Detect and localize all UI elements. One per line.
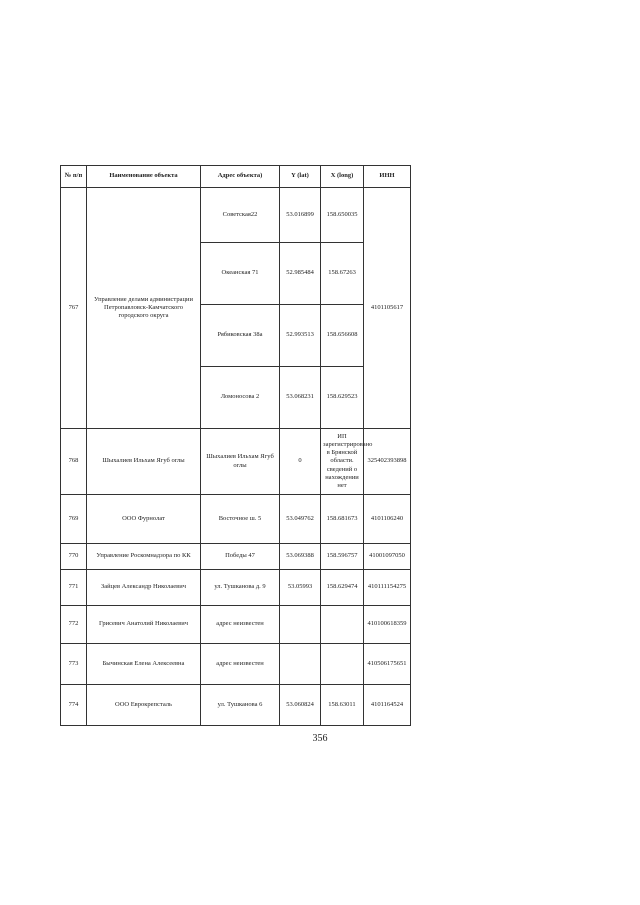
- cell-inn: 4101164524: [364, 685, 411, 726]
- table-row: [61, 495, 411, 544]
- table-row: [61, 188, 411, 243]
- cell-inn: 410506175651: [364, 644, 411, 685]
- table-row: [61, 644, 411, 685]
- cell-name: ООО Фурнолат: [87, 495, 201, 544]
- cell-num: 772: [61, 606, 87, 644]
- cell-inn: 410100618359: [364, 606, 411, 644]
- cell-num: 774: [61, 685, 87, 726]
- header-inn: ИНН: [364, 166, 411, 188]
- header-lat: Y (lat): [280, 166, 321, 188]
- cell-lon: 158.63011: [321, 685, 364, 726]
- header-lon: X (long): [321, 166, 364, 188]
- objects-table: [60, 165, 411, 726]
- cell-lat: [280, 644, 321, 685]
- cell-inn: 41001097050: [364, 544, 411, 570]
- cell-num: 770: [61, 544, 87, 570]
- cell-address: Океанская 71: [201, 243, 280, 305]
- cell-address: адрес неизвестен: [201, 606, 280, 644]
- cell-inn: 4101105617: [364, 188, 411, 429]
- table-row: [61, 570, 411, 606]
- table-row: [61, 544, 411, 570]
- cell-lat: 53.05993: [280, 570, 321, 606]
- cell-lat: [280, 606, 321, 644]
- cell-lon: ИП зарегистрировано в Брянской области. сведений о нахождении нет: [321, 429, 364, 495]
- cell-lat: 0: [280, 429, 321, 495]
- table-header-row: [61, 166, 411, 188]
- cell-num: 769: [61, 495, 87, 544]
- cell-inn: 4101106240: [364, 495, 411, 544]
- cell-lat: 52.985484: [280, 243, 321, 305]
- cell-lat: 53.069388: [280, 544, 321, 570]
- cell-lon: 158.629523: [321, 367, 364, 429]
- cell-num: 773: [61, 644, 87, 685]
- cell-address: Восточное ш. 5: [201, 495, 280, 544]
- cell-address: Советская22: [201, 188, 280, 243]
- page-number: 356: [312, 733, 328, 744]
- header-address: Адрес объекта): [201, 166, 280, 188]
- cell-address: ул. Тушканова д. 9: [201, 570, 280, 606]
- cell-lon: 158.681673: [321, 495, 364, 544]
- cell-name: Бычинская Елена Алексеевна: [87, 644, 201, 685]
- cell-lon: [321, 606, 364, 644]
- cell-lon: 158.656608: [321, 305, 364, 367]
- cell-address: Шыхалиев Ильхам Ягуб оглы: [201, 429, 280, 495]
- cell-lat: 53.068231: [280, 367, 321, 429]
- cell-address: Победы 47: [201, 544, 280, 570]
- cell-name: Управление Роскомнадзора по КК: [87, 544, 201, 570]
- table-row: [61, 429, 411, 495]
- cell-lat: 53.049762: [280, 495, 321, 544]
- cell-inn: 325402393898: [364, 429, 411, 495]
- cell-lon: 158.596757: [321, 544, 364, 570]
- cell-lon: 158.650035: [321, 188, 364, 243]
- cell-num: 767: [61, 188, 87, 429]
- header-num: № п/п: [61, 166, 87, 188]
- cell-address: Ломоносова 2: [201, 367, 280, 429]
- cell-name: Грисевич Анатолий Николаевич: [87, 606, 201, 644]
- cell-name: Управление делами администрации Петропавловск-Камчатского городского округа: [87, 188, 201, 429]
- header-name: Наименование объекта: [87, 166, 201, 188]
- cell-address: ул. Тушканова 6: [201, 685, 280, 726]
- cell-name: Шыхалиев Ильхам Ягуб оглы: [87, 429, 201, 495]
- cell-name: Зайцев Александр Николаевич: [87, 570, 201, 606]
- cell-lat: 52.993513: [280, 305, 321, 367]
- cell-lat: 53.016899: [280, 188, 321, 243]
- cell-lat: 53.060824: [280, 685, 321, 726]
- cell-num: 771: [61, 570, 87, 606]
- cell-lon: 158.67263: [321, 243, 364, 305]
- cell-address: адрес неизвестен: [201, 644, 280, 685]
- cell-lon: [321, 644, 364, 685]
- table-row: [61, 685, 411, 726]
- cell-address: Рябиковская 38а: [201, 305, 280, 367]
- table-row: [61, 606, 411, 644]
- cell-name: ООО Еврокрепсталь: [87, 685, 201, 726]
- cell-num: 768: [61, 429, 87, 495]
- cell-inn: 410111154275: [364, 570, 411, 606]
- cell-lon: 158.629474: [321, 570, 364, 606]
